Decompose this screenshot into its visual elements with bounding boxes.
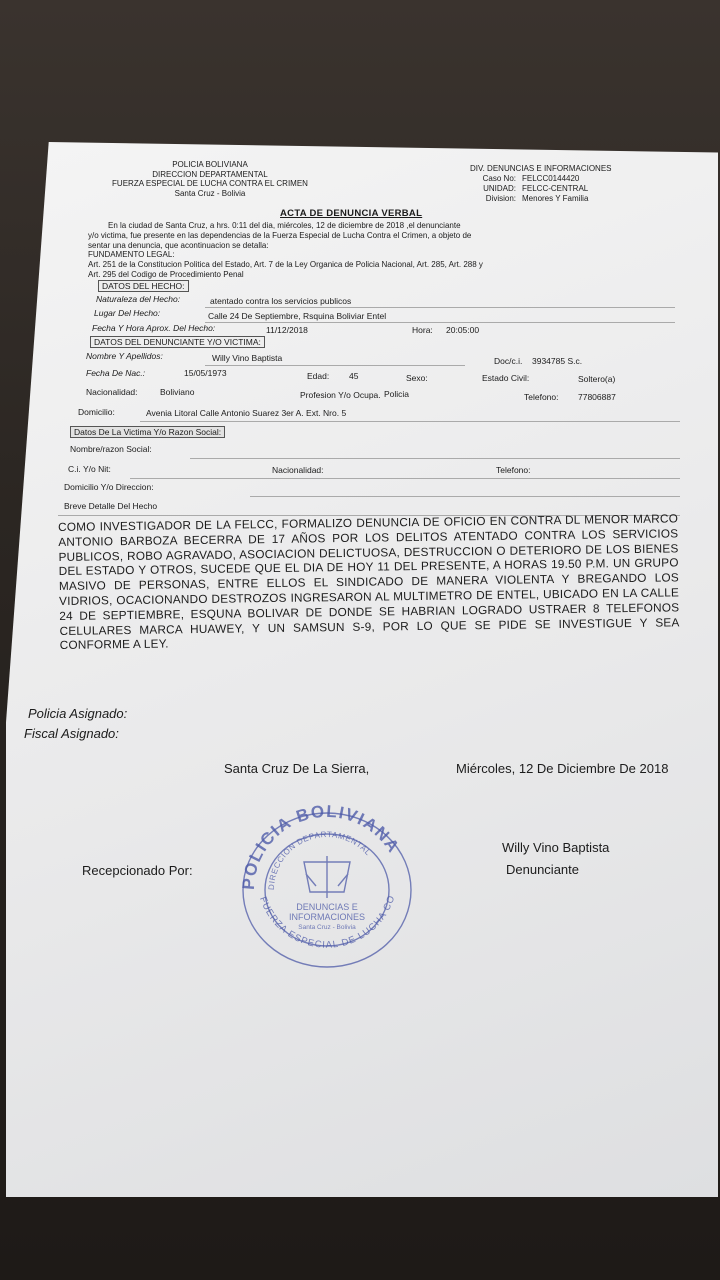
victima-nombre-label: Nombre/razon Social: [70, 444, 152, 454]
seal-center-3: Santa Cruz - Bolivia [298, 924, 356, 931]
naturaleza-label: Naturaleza del Hecho: [96, 294, 181, 304]
sexo-label: Sexo: [406, 373, 428, 383]
intro-line-1: En la ciudad de Santa Cruz, a hrs. 0:11 del dia, miércoles, 12 de diciembre de 2018 ,el denunciante [108, 221, 461, 230]
seal-top-text: POLICIA BOLIVIANA [238, 801, 404, 891]
lugar-rule [205, 321, 675, 323]
detalle-label: Breve Detalle Del Hecho [64, 501, 158, 511]
doc-value: 3934785 S.c. [532, 356, 583, 366]
hora-value: 20:05:00 [446, 325, 480, 335]
fecha-hecho-value: 11/12/2018 [266, 325, 308, 335]
profesion-value: Policia [384, 389, 410, 399]
nac-value: 15/05/1973 [184, 368, 227, 378]
org-line-4: Santa Cruz - Bolivia [174, 188, 246, 198]
edad-label: Edad: [307, 371, 330, 381]
seal-bottom-text: FUERZA ESPECIAL DE LUCHA CO [257, 893, 398, 951]
org-line-1: POLICIA BOLIVIANA [172, 160, 248, 169]
section-datos-hecho: DATOS DEL HECHO: [98, 280, 189, 292]
nombre-rule [205, 364, 465, 366]
hora-label: Hora: [412, 325, 433, 335]
victima-domicilio-label: Domicilio Y/o Direccion: [64, 482, 154, 492]
document-title: ACTA DE DENUNCIA VERBAL [280, 208, 423, 219]
org-line-2: DIRECCION DEPARTAMENTAL [152, 169, 268, 179]
doc-label: Doc/c.i. [494, 356, 523, 366]
division-value: Menores Y Familia [522, 194, 589, 203]
telefono-label: Telefono: [524, 392, 559, 402]
case-info [470, 164, 612, 204]
seal-center-1: DENUNCIAS E [296, 902, 358, 912]
domicilio-value: Avenia Litoral Calle Antonio Suarez 3er A. Ext. Nro. 5 [146, 408, 347, 418]
domicilio-label: Domicilio: [78, 407, 115, 417]
recepcionado-label: Recepcionado Por: [82, 863, 193, 878]
police-seal [232, 798, 422, 968]
intro-line-3: sentar una denuncia, que acontinuacion se detalla: [88, 241, 269, 250]
seal-inner-text: DIRECCION DEPARTAMENTAL [266, 829, 373, 891]
naturaleza-rule [205, 306, 675, 308]
seal-graphic [232, 798, 422, 968]
division-label: Division: [485, 194, 516, 203]
victima-nacionalidad-label: Nacionalidad: [272, 465, 324, 475]
domicilio-rule [140, 420, 680, 422]
lugar-value: Calle 24 De Septiembre, Rsquina Boliviar Entel [208, 311, 387, 321]
victima-nombre-rule [190, 457, 680, 459]
telefono-value: 77806887 [578, 392, 616, 402]
victima-telefono-label: Telefono: [496, 465, 531, 475]
victima-ci-label: C.i. Y/o Nit: [68, 464, 111, 474]
nacionalidad-value: Boliviano [160, 387, 195, 397]
nac-label: Fecha De Nac.: [86, 368, 146, 378]
narrative-text: COMO INVESTIGADOR DE LA FELCC, FORMALIZO DENUNCIA DE OFICIO EN CONTRA DL MENOR MARCO ANTONIO BARBOZA BECERRA DE 17 AÑOS POR LOS DELITOS ATENTADO CONTRA LOS SERVICIOS PUBLICOS, ROBO AGRAVADO, ASOCIACION DELICTUOSA, DESTRUCCION O DETERIORO DE LOS BIENES DEL ESTADO Y OTROS, SUCEDE QUE EL DIA DE HOY 11 DEL PRESENTE, A HORAS 19.50 P.M. UN GRUPO MASIVO DE PERSONAS, ENTRE ELLOS EL SINDICADO DE MANERA VIOLENTA Y BREGANDO LOS VIDRIOS, OCACIONANDO DESTROZOS INGRESARON AL MULTIMETRO DE ENTEL, UBICADO EN LA CALLE 24 DE SEPTIEMBRE, ESQUNA BOLIVAR DE DONDE SE HABRIAN LOGRADO USTRAER 8 TELEFONOS CELULARES MARCA HUAWEY, Y UN SAMSUN S-9, POR LO QUE SE PIDE SE INVESTIGUE Y SEA CONFORME A LEY. [58, 511, 680, 653]
unidad-label: UNIDAD: [483, 184, 516, 193]
div-title: DIV. DENUNCIAS E INFORMACIONES [470, 164, 612, 173]
naturaleza-value: atentado contra los servicios publicos [210, 296, 352, 306]
policia-asignado-label: Policia Asignado: [28, 706, 128, 721]
fiscal-asignado-label: Fiscal Asignado: [24, 726, 119, 741]
svg-text:DIRECCION DEPARTAMENTAL [267, 830, 373, 890]
civil-value: Soltero(a) [578, 374, 616, 384]
caso-value: FELCC0144420 [522, 174, 580, 183]
lugar-label: Lugar Del Hecho: [94, 308, 161, 318]
nombre-value: Willy Vino Baptista [212, 353, 283, 363]
section-denunciante: DATOS DEL DENUNCIANTE Y/O VICTIMA: [90, 336, 265, 348]
caso-label: Caso No: [482, 174, 516, 183]
section-victima: Datos De La Victima Y/o Razon Social: [70, 426, 225, 438]
unidad-value: FELCC-CENTRAL [522, 184, 589, 193]
place-text: Santa Cruz De La Sierra, [224, 761, 370, 776]
signer-role: Denunciante [506, 862, 579, 877]
fundamento-line-2: Art. 295 del Codigo de Procedimiento Penal [88, 270, 244, 279]
victima-domicilio-rule [250, 495, 680, 497]
signer-name: Willy Vino Baptista [502, 840, 610, 855]
victima-ci-rule [130, 477, 680, 479]
fecha-hecho-label: Fecha Y Hora Aprox. Del Hecho: [92, 323, 216, 333]
fundamento-line-1: Art. 251 de la Constitucion Politica del Estado, Art. 7 de la Ley Organica de Policia Nacional, Art. 285, Art. 288 y [88, 260, 483, 269]
org-header [80, 160, 340, 198]
seal-center-2: INFORMACIONES [288, 912, 366, 922]
intro-line-2: y/o victima, fue presente en las dependencias de la Fuerza Especial de Lucha Contra el Crimen, a objeto de [88, 231, 472, 240]
svg-text:POLICIA BOLIVIANA [239, 802, 404, 891]
civil-label: Estado Civil: [482, 373, 530, 383]
nombre-label: Nombre Y Apellidos: [86, 351, 163, 361]
edad-value: 45 [349, 371, 359, 381]
profesion-label: Profesion Y/o Ocupa. [300, 390, 381, 400]
nacionalidad-label: Nacionalidad: [86, 387, 138, 397]
org-line-3: FUERZA ESPECIAL DE LUCHA CONTRA EL CRIMEN [112, 179, 308, 188]
date-text: Miércoles, 12 De Diciembre De 2018 [456, 761, 669, 776]
fundamento-label: FUNDAMENTO LEGAL: [88, 250, 175, 259]
